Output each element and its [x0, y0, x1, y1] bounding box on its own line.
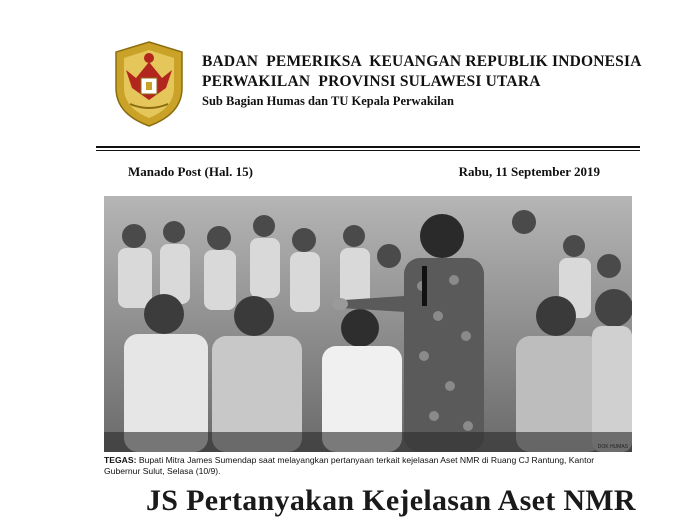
org-subdivision: Sub Bagian Humas dan TU Kepala Perwakilan [202, 94, 454, 108]
org-name-line2: PERWAKILAN PROVINSI SULAWESI UTARA [202, 73, 541, 90]
caption-lead: TEGAS: [104, 455, 137, 465]
organization-header [202, 52, 642, 110]
garuda-emblem-icon [108, 38, 190, 130]
caption-text: Bupati Mitra James Sumendap saat melayangkan pertanyaan terkait kejelasan Aset NMR di Ruang CJ Rantung, Kantor Gubernur Sulut, Selasa (10/9). [104, 455, 595, 476]
header-divider-thin [96, 150, 640, 151]
bpk-logo [108, 38, 190, 130]
publication-date: Rabu, 11 September 2019 [458, 164, 600, 179]
org-name-line1: BADAN PEMERIKSA KEUANGAN REPUBLIK INDONESIA [202, 53, 642, 70]
newspaper-source: Manado Post (Hal. 15) [128, 164, 253, 179]
header-divider [96, 146, 640, 148]
photo-credit: DOK HUMAS [597, 444, 628, 450]
photo-caption [104, 455, 632, 477]
article-headline: JS Pertanyakan Kejelasan Aset NMR [146, 484, 636, 517]
news-photo [104, 196, 632, 452]
